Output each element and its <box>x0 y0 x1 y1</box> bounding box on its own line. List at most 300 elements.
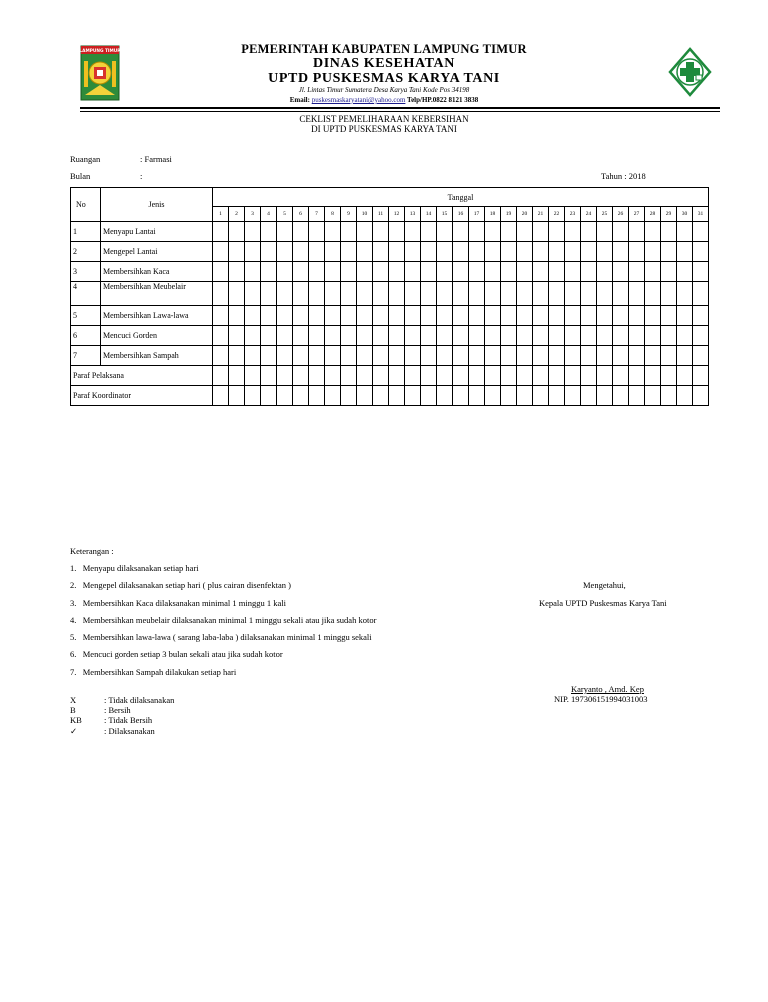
check-cell[interactable] <box>293 242 309 262</box>
paraf-cell[interactable] <box>373 366 389 386</box>
check-cell[interactable] <box>533 262 549 282</box>
check-cell[interactable] <box>277 262 293 282</box>
check-cell[interactable] <box>293 306 309 326</box>
check-cell[interactable] <box>517 326 533 346</box>
check-cell[interactable] <box>261 262 277 282</box>
check-cell[interactable] <box>309 222 325 242</box>
legend-desc: : Tidak dilaksanakan <box>104 695 175 705</box>
check-cell[interactable] <box>405 306 421 326</box>
check-cell[interactable] <box>245 346 261 366</box>
check-cell[interactable] <box>421 282 437 306</box>
row-no: 3 <box>71 262 101 282</box>
keterangan-label: Keterangan : <box>70 546 114 556</box>
check-cell[interactable] <box>245 282 261 306</box>
check-cell[interactable] <box>277 222 293 242</box>
check-cell[interactable] <box>245 326 261 346</box>
paraf-cell[interactable] <box>549 366 565 386</box>
check-cell[interactable] <box>277 326 293 346</box>
check-cell[interactable] <box>549 242 565 262</box>
check-cell[interactable] <box>469 242 485 262</box>
check-cell[interactable] <box>469 282 485 306</box>
check-cell[interactable] <box>229 242 245 262</box>
check-cell[interactable] <box>405 262 421 282</box>
day-header: 31 <box>693 207 709 222</box>
check-cell[interactable] <box>469 326 485 346</box>
check-cell[interactable] <box>437 346 453 366</box>
check-cell[interactable] <box>677 306 693 326</box>
paraf-cell[interactable] <box>693 366 709 386</box>
paraf-cell[interactable] <box>229 366 245 386</box>
check-cell[interactable] <box>229 282 245 306</box>
check-cell[interactable] <box>325 306 341 326</box>
check-cell[interactable] <box>565 306 581 326</box>
check-cell[interactable] <box>485 306 501 326</box>
check-cell[interactable] <box>213 346 229 366</box>
check-cell[interactable] <box>501 242 517 262</box>
check-cell[interactable] <box>405 222 421 242</box>
check-cell[interactable] <box>389 242 405 262</box>
check-cell[interactable] <box>341 346 357 366</box>
check-cell[interactable] <box>597 282 613 306</box>
check-cell[interactable] <box>213 242 229 262</box>
check-cell[interactable] <box>661 306 677 326</box>
check-cell[interactable] <box>277 282 293 306</box>
paraf-cell[interactable] <box>533 386 549 406</box>
check-cell[interactable] <box>501 346 517 366</box>
check-cell[interactable] <box>229 326 245 346</box>
check-cell[interactable] <box>469 346 485 366</box>
paraf-cell[interactable] <box>677 366 693 386</box>
check-cell[interactable] <box>373 326 389 346</box>
check-cell[interactable] <box>357 282 373 306</box>
check-cell[interactable] <box>293 262 309 282</box>
check-cell[interactable] <box>645 242 661 262</box>
check-cell[interactable] <box>661 242 677 262</box>
check-cell[interactable] <box>549 222 565 242</box>
check-cell[interactable] <box>661 222 677 242</box>
check-cell[interactable] <box>629 282 645 306</box>
check-cell[interactable] <box>389 282 405 306</box>
check-cell[interactable] <box>517 346 533 366</box>
paraf-cell[interactable] <box>421 386 437 406</box>
check-cell[interactable] <box>261 222 277 242</box>
paraf-cell[interactable] <box>549 386 565 406</box>
check-cell[interactable] <box>453 282 469 306</box>
paraf-cell[interactable] <box>629 386 645 406</box>
check-cell[interactable] <box>357 222 373 242</box>
paraf-cell[interactable] <box>613 366 629 386</box>
check-cell[interactable] <box>469 262 485 282</box>
check-cell[interactable] <box>677 326 693 346</box>
check-cell[interactable] <box>629 346 645 366</box>
check-cell[interactable] <box>373 262 389 282</box>
check-cell[interactable] <box>613 306 629 326</box>
paraf-cell[interactable] <box>373 386 389 406</box>
check-cell[interactable] <box>549 326 565 346</box>
check-cell[interactable] <box>661 326 677 346</box>
paraf-cell[interactable] <box>405 366 421 386</box>
table-row <box>71 326 709 346</box>
check-cell[interactable] <box>261 282 277 306</box>
check-cell[interactable] <box>645 306 661 326</box>
paraf-cell[interactable] <box>677 386 693 406</box>
paraf-cell[interactable] <box>357 366 373 386</box>
check-cell[interactable] <box>453 222 469 242</box>
check-cell[interactable] <box>533 326 549 346</box>
check-cell[interactable] <box>421 222 437 242</box>
check-cell[interactable] <box>533 306 549 326</box>
check-cell[interactable] <box>261 326 277 346</box>
paraf-cell[interactable] <box>293 386 309 406</box>
paraf-cell[interactable] <box>581 366 597 386</box>
paraf-cell[interactable] <box>245 386 261 406</box>
check-cell[interactable] <box>245 262 261 282</box>
check-cell[interactable] <box>213 306 229 326</box>
check-cell[interactable] <box>309 326 325 346</box>
check-cell[interactable] <box>629 306 645 326</box>
check-cell[interactable] <box>277 346 293 366</box>
check-cell[interactable] <box>693 346 709 366</box>
check-cell[interactable] <box>581 306 597 326</box>
paraf-cell[interactable] <box>325 366 341 386</box>
check-cell[interactable] <box>693 282 709 306</box>
paraf-cell[interactable] <box>533 366 549 386</box>
check-cell[interactable] <box>421 306 437 326</box>
day-header: 13 <box>405 207 421 222</box>
check-cell[interactable] <box>341 222 357 242</box>
check-cell[interactable] <box>261 306 277 326</box>
row-jenis: Membersihkan Meubelair <box>101 282 213 306</box>
check-cell[interactable] <box>629 326 645 346</box>
keterangan-item: 3. Membersihkan Kaca dilaksanakan minimal 1 minggu 1 kali <box>70 598 286 608</box>
check-cell[interactable] <box>693 262 709 282</box>
check-cell[interactable] <box>341 306 357 326</box>
check-cell[interactable] <box>677 346 693 366</box>
paraf-cell[interactable] <box>437 366 453 386</box>
check-cell[interactable] <box>597 306 613 326</box>
paraf-cell[interactable] <box>693 386 709 406</box>
check-cell[interactable] <box>437 282 453 306</box>
check-cell[interactable] <box>421 346 437 366</box>
check-cell[interactable] <box>437 242 453 262</box>
check-cell[interactable] <box>629 242 645 262</box>
check-cell[interactable] <box>213 282 229 306</box>
check-cell[interactable] <box>213 326 229 346</box>
check-cell[interactable] <box>245 306 261 326</box>
check-cell[interactable] <box>693 306 709 326</box>
check-cell[interactable] <box>485 326 501 346</box>
paraf-cell[interactable] <box>645 386 661 406</box>
check-cell[interactable] <box>677 222 693 242</box>
paraf-cell[interactable] <box>341 386 357 406</box>
paraf-cell[interactable] <box>453 366 469 386</box>
check-cell[interactable] <box>325 222 341 242</box>
check-cell[interactable] <box>613 346 629 366</box>
check-cell[interactable] <box>453 326 469 346</box>
check-cell[interactable] <box>677 262 693 282</box>
row-jenis: Mencuci Gorden <box>101 326 213 346</box>
check-cell[interactable] <box>325 282 341 306</box>
check-cell[interactable] <box>629 262 645 282</box>
check-cell[interactable] <box>597 326 613 346</box>
check-cell[interactable] <box>261 242 277 262</box>
paraf-cell[interactable] <box>597 366 613 386</box>
check-cell[interactable] <box>229 222 245 242</box>
check-cell[interactable] <box>581 242 597 262</box>
check-cell[interactable] <box>341 282 357 306</box>
check-cell[interactable] <box>325 262 341 282</box>
paraf-cell[interactable] <box>389 386 405 406</box>
check-cell[interactable] <box>549 262 565 282</box>
check-cell[interactable] <box>325 346 341 366</box>
check-cell[interactable] <box>309 346 325 366</box>
paraf-cell[interactable] <box>389 366 405 386</box>
paraf-cell[interactable] <box>245 366 261 386</box>
check-cell[interactable] <box>357 346 373 366</box>
check-cell[interactable] <box>645 222 661 242</box>
check-cell[interactable] <box>533 282 549 306</box>
check-cell[interactable] <box>341 242 357 262</box>
check-cell[interactable] <box>549 282 565 306</box>
paraf-cell[interactable] <box>581 386 597 406</box>
check-cell[interactable] <box>501 282 517 306</box>
check-cell[interactable] <box>533 222 549 242</box>
paraf-cell[interactable] <box>565 366 581 386</box>
check-cell[interactable] <box>357 242 373 262</box>
check-cell[interactable] <box>613 242 629 262</box>
check-cell[interactable] <box>229 306 245 326</box>
paraf-cell[interactable] <box>517 386 533 406</box>
doc-title-2: DI UPTD PUSKESMAS KARYA TANI <box>311 124 457 134</box>
check-cell[interactable] <box>613 326 629 346</box>
paraf-cell[interactable] <box>485 366 501 386</box>
check-cell[interactable] <box>405 242 421 262</box>
day-header: 11 <box>373 207 389 222</box>
check-cell[interactable] <box>405 282 421 306</box>
check-cell[interactable] <box>565 242 581 262</box>
check-cell[interactable] <box>405 326 421 346</box>
check-cell[interactable] <box>341 262 357 282</box>
paraf-cell[interactable] <box>405 386 421 406</box>
check-cell[interactable] <box>469 306 485 326</box>
paraf-cell[interactable] <box>213 386 229 406</box>
paraf-cell[interactable] <box>453 386 469 406</box>
check-cell[interactable] <box>517 282 533 306</box>
check-cell[interactable] <box>613 262 629 282</box>
check-cell[interactable] <box>517 242 533 262</box>
check-cell[interactable] <box>309 242 325 262</box>
check-cell[interactable] <box>437 222 453 242</box>
check-cell[interactable] <box>677 242 693 262</box>
check-cell[interactable] <box>325 326 341 346</box>
check-cell[interactable] <box>421 242 437 262</box>
check-cell[interactable] <box>597 346 613 366</box>
paraf-cell[interactable] <box>565 386 581 406</box>
check-cell[interactable] <box>581 262 597 282</box>
check-cell[interactable] <box>373 222 389 242</box>
check-cell[interactable] <box>293 326 309 346</box>
check-cell[interactable] <box>581 346 597 366</box>
check-cell[interactable] <box>261 346 277 366</box>
check-cell[interactable] <box>613 222 629 242</box>
paraf-cell[interactable] <box>661 386 677 406</box>
check-cell[interactable] <box>437 326 453 346</box>
paraf-cell[interactable] <box>277 386 293 406</box>
paraf-cell[interactable] <box>213 366 229 386</box>
check-cell[interactable] <box>357 262 373 282</box>
day-header: 14 <box>421 207 437 222</box>
check-cell[interactable] <box>517 306 533 326</box>
paraf-cell[interactable] <box>309 386 325 406</box>
check-cell[interactable] <box>453 306 469 326</box>
check-cell[interactable] <box>277 242 293 262</box>
check-cell[interactable] <box>533 242 549 262</box>
check-cell[interactable] <box>485 282 501 306</box>
check-cell[interactable] <box>565 262 581 282</box>
check-cell[interactable] <box>661 262 677 282</box>
paraf-cell[interactable] <box>293 366 309 386</box>
check-cell[interactable] <box>453 262 469 282</box>
check-cell[interactable] <box>213 222 229 242</box>
check-cell[interactable] <box>693 326 709 346</box>
paraf-cell[interactable] <box>501 386 517 406</box>
paraf-cell[interactable] <box>613 386 629 406</box>
check-cell[interactable] <box>341 326 357 346</box>
paraf-cell[interactable] <box>597 386 613 406</box>
paraf-cell[interactable] <box>325 386 341 406</box>
check-cell[interactable] <box>581 282 597 306</box>
row-no: 1 <box>71 222 101 242</box>
check-cell[interactable] <box>373 282 389 306</box>
paraf-cell[interactable] <box>421 366 437 386</box>
check-cell[interactable] <box>373 346 389 366</box>
check-cell[interactable] <box>453 346 469 366</box>
paraf-cell[interactable] <box>229 386 245 406</box>
check-cell[interactable] <box>229 262 245 282</box>
check-cell[interactable] <box>437 262 453 282</box>
check-cell[interactable] <box>549 346 565 366</box>
check-cell[interactable] <box>309 262 325 282</box>
check-cell[interactable] <box>549 306 565 326</box>
paraf-cell[interactable] <box>485 386 501 406</box>
table-row <box>71 306 709 326</box>
check-cell[interactable] <box>693 222 709 242</box>
check-cell[interactable] <box>597 222 613 242</box>
check-cell[interactable] <box>501 262 517 282</box>
check-cell[interactable] <box>565 282 581 306</box>
check-cell[interactable] <box>485 242 501 262</box>
paraf-cell[interactable] <box>437 386 453 406</box>
paraf-cell[interactable] <box>501 366 517 386</box>
check-cell[interactable] <box>229 346 245 366</box>
check-cell[interactable] <box>693 242 709 262</box>
check-cell[interactable] <box>293 222 309 242</box>
check-cell[interactable] <box>373 306 389 326</box>
paraf-cell[interactable] <box>629 366 645 386</box>
paraf-cell[interactable] <box>261 366 277 386</box>
check-cell[interactable] <box>357 306 373 326</box>
bulan-label: Bulan <box>70 171 91 181</box>
paraf-cell[interactable] <box>469 386 485 406</box>
check-cell[interactable] <box>517 262 533 282</box>
check-cell[interactable] <box>581 326 597 346</box>
paraf-cell[interactable] <box>469 366 485 386</box>
check-cell[interactable] <box>501 306 517 326</box>
check-cell[interactable] <box>581 222 597 242</box>
paraf-cell[interactable] <box>309 366 325 386</box>
check-cell[interactable] <box>389 326 405 346</box>
check-cell[interactable] <box>245 222 261 242</box>
paraf-cell[interactable] <box>645 366 661 386</box>
check-cell[interactable] <box>213 262 229 282</box>
check-cell[interactable] <box>421 326 437 346</box>
check-cell[interactable] <box>437 306 453 326</box>
paraf-cell[interactable] <box>277 366 293 386</box>
check-cell[interactable] <box>565 326 581 346</box>
check-cell[interactable] <box>309 306 325 326</box>
check-cell[interactable] <box>373 242 389 262</box>
check-cell[interactable] <box>357 326 373 346</box>
paraf-cell[interactable] <box>517 366 533 386</box>
paraf-cell[interactable] <box>341 366 357 386</box>
check-cell[interactable] <box>677 282 693 306</box>
check-cell[interactable] <box>389 306 405 326</box>
check-cell[interactable] <box>501 222 517 242</box>
mengetahui-text: Mengetahui, <box>583 580 626 590</box>
check-cell[interactable] <box>469 222 485 242</box>
check-cell[interactable] <box>565 346 581 366</box>
check-cell[interactable] <box>389 262 405 282</box>
check-cell[interactable] <box>389 222 405 242</box>
check-cell[interactable] <box>645 262 661 282</box>
paraf-cell[interactable] <box>661 366 677 386</box>
day-header: 2 <box>229 207 245 222</box>
check-cell[interactable] <box>629 222 645 242</box>
check-cell[interactable] <box>453 242 469 262</box>
check-cell[interactable] <box>277 306 293 326</box>
paraf-cell[interactable] <box>261 386 277 406</box>
check-cell[interactable] <box>645 282 661 306</box>
check-cell[interactable] <box>485 346 501 366</box>
check-cell[interactable] <box>245 242 261 262</box>
check-cell[interactable] <box>645 346 661 366</box>
check-cell[interactable] <box>517 222 533 242</box>
paraf-cell[interactable] <box>357 386 373 406</box>
check-cell[interactable] <box>565 222 581 242</box>
check-cell[interactable] <box>293 346 309 366</box>
check-cell[interactable] <box>661 282 677 306</box>
check-cell[interactable] <box>293 282 309 306</box>
doc-title-1: CEKLIST PEMELIHARAAN KEBERSIHAN <box>299 114 469 124</box>
check-cell[interactable] <box>485 222 501 242</box>
day-header: 26 <box>613 207 629 222</box>
check-cell[interactable] <box>325 242 341 262</box>
check-cell[interactable] <box>501 326 517 346</box>
email-link[interactable]: puskesmaskaryatani@yahoo.com <box>311 96 406 104</box>
check-cell[interactable] <box>597 242 613 262</box>
check-cell[interactable] <box>389 346 405 366</box>
check-cell[interactable] <box>645 326 661 346</box>
check-cell[interactable] <box>421 262 437 282</box>
check-cell[interactable] <box>661 346 677 366</box>
check-cell[interactable] <box>309 282 325 306</box>
day-header: 29 <box>661 207 677 222</box>
check-cell[interactable] <box>597 262 613 282</box>
check-cell[interactable] <box>405 346 421 366</box>
check-cell[interactable] <box>613 282 629 306</box>
check-cell[interactable] <box>485 262 501 282</box>
check-cell[interactable] <box>533 346 549 366</box>
